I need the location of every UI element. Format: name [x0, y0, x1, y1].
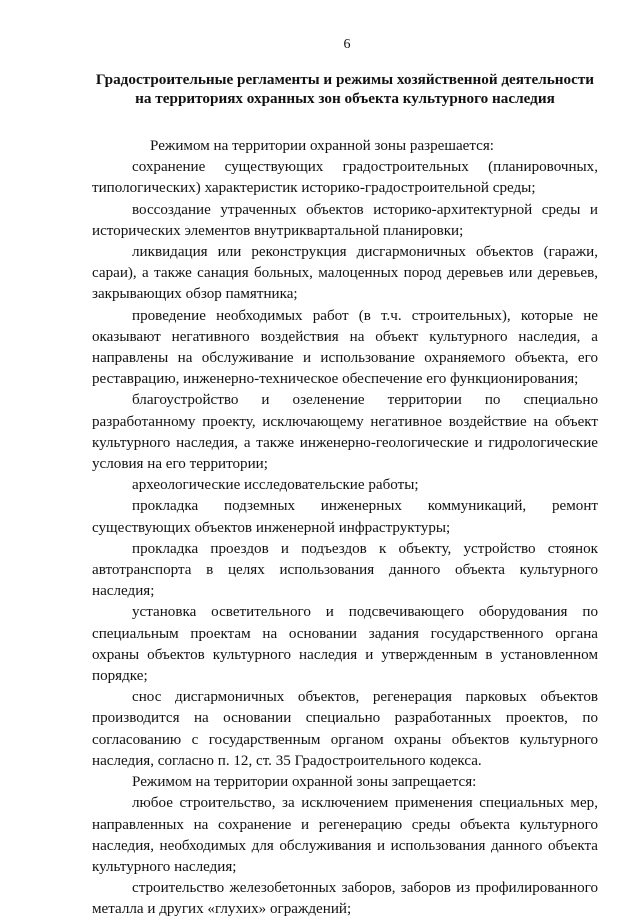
allowed-item: прокладка подземных инженерных коммуникаций, ремонт существующих объектов инженерной инфраструктуры; — [92, 498, 598, 536]
prohibited-intro: Режимом на территории охранной зоны запрещается: — [132, 774, 477, 791]
prohibited-item: любое строительство, за исключением применения специальных мер, направленных на сохранение и регенерацию среды объекта культурного наследия, необходимых для обслуживания и использования данного объекта культурного наследия; — [92, 795, 598, 875]
heading-line-1: Градостроительные регламенты и режимы хозяйственной деятельности — [95, 71, 595, 88]
section-heading — [92, 70, 598, 108]
allowed-item: воссоздание утраченных объектов историко-архитектурной среды и исторических элементов внутриквартальной планировки; — [92, 201, 598, 239]
allowed-item: снос дисгармоничных объектов, регенерация парковых объектов производится на основании специально разработанных проектов, по согласованию с государственным органом охраны объектов культурного наследия, согласно п. 12, ст. 35 Градостроительного кодекса. — [92, 689, 598, 769]
page-number: 6 — [343, 37, 351, 52]
allowed-item: археологические исследовательские работы; — [132, 477, 419, 494]
allowed-item: установка осветительного и подсвечивающего оборудования по специальным проектам на основании задания государственного органа охраны объектов культурного наследия и утвержденным в установленном порядке; — [92, 604, 598, 685]
allowed-item: прокладка проездов и подъездов к объекту, устройство стоянок автотранспорта в целях использования данного объекта культурного наследия; — [92, 540, 598, 600]
heading-line-2: на территориях охранных зон объекта культурного наследия — [135, 90, 555, 107]
allowed-intro: Режимом на территории охранной зоны разрешается: — [150, 138, 494, 154]
allowed-item: благоустройство и озеленение территории по специально разработанному проекту, исключающему негативное воздействие на объект культурного наследия, а также инженерно-геологические и гидрологические условия на его территории; — [92, 392, 598, 473]
prohibited-item: строительство железобетонных заборов, заборов из профилированного металла и других «глухих» ограждений; — [92, 880, 598, 918]
allowed-item: ликвидация или реконструкция дисгармоничных объектов (гаражи, сараи), а также санация больных, малоценных пород деревьев или деревьев, закрывающих обзор памятника; — [92, 244, 598, 303]
allowed-item: проведение необходимых работ (в т.ч. строительных), которые не оказывают негативного воздействия на объект культурного наследия, а направлены на обслуживание и использование охраняемого объекта, его реставрацию, инженерно-техническое обеспечение его функционирования; — [92, 307, 598, 388]
allowed-item: сохранение существующих градостроительных (планировочных, типологических) характеристик историко-градостроительной среды; — [92, 159, 598, 197]
